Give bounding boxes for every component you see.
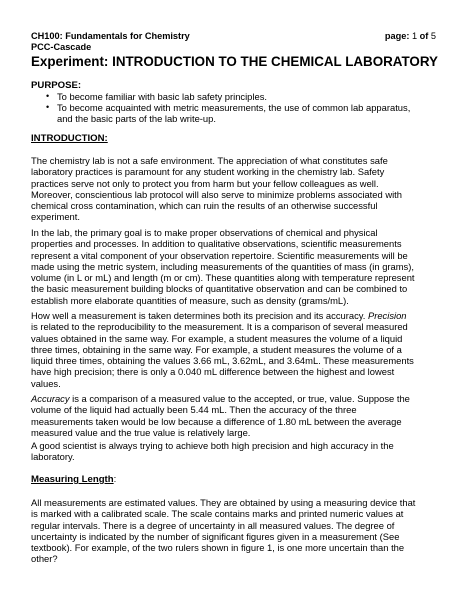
bullet-line: and the basic parts of the lab write-up.	[57, 113, 216, 125]
bullet-dot: •	[46, 91, 50, 101]
bullet-line: To become acquainted with metric measurements, the use of common lab apparatus,	[57, 102, 411, 113]
course-name: CH100: Fundamentals for Chemistry	[31, 31, 190, 41]
intro-paragraph-3: How well a measurement is taken determines both its precision and its accuracy. Precision is related to the reproducibility to the measurement. It is a comparison of several measured values obtained in the same way. For example, a student measures the volume of a liquid three times, obtaining in the same way. For example, a student measures the volume of a liquid three times, obtaining the values 3.66 mL, 3.62mL, and 3.64mL. These measurements have high precision; there is only a 0.040 mL difference between the highest and lowest values.	[31, 310, 414, 389]
intro-paragraph-4: Accuracy is a comparison of a measured value to the accepted, or true, value. Suppose the volume of the liquid had actually been 5.44 mL. Then the accuracy of the three measurements taken would be low because a difference of 1.80 mL between the average measured value and the true value is relatively large.	[31, 393, 410, 438]
purpose-bullet	[57, 102, 447, 125]
measuring-length-heading: Measuring Length:	[31, 474, 117, 485]
accuracy-term: Accuracy	[31, 393, 70, 404]
bullet-line: To become familiar with basic lab safety principles.	[57, 91, 267, 102]
page-header-left	[31, 31, 190, 53]
purpose-heading: PURPOSE:	[31, 80, 82, 91]
intro-paragraph-2: In the lab, the primary goal is to make proper observations of chemical and physical properties and processes. In addition to qualitative observations, scientific measurements represent a vital component of your observation repertoire. Scientific measurements will be made using the metric system, including measurements of the quantities of mass (in grams), volume (in L or mL) and length (m or cm). These quantities along with temperature represent the basic measurement building blocks of quantitative observation and can be combined to establish more elaborate quantities of measure, such as density (grams/mL).	[31, 227, 415, 306]
bullet-dot: •	[46, 102, 50, 112]
school-name: PCC-Cascade	[31, 42, 92, 52]
document-title: Experiment: INTRODUCTION TO THE CHEMICAL LABORATORY	[31, 54, 438, 69]
measuring-paragraph-1: All measurements are estimated values. They are obtained by using a measuring device that is marked with a calibrated scale. The scale contains marks and printed numeric values at regular intervals. There is a degree of uncertainty in all measured values. The degree of uncertainty is indicated by the number of significant figures given in a measurement (See textbook). For example, of the two rulers shown in figure 1, is one more uncertain than the other?	[31, 497, 416, 565]
purpose-bullet	[57, 91, 447, 102]
precision-term: Precision	[367, 310, 407, 321]
introduction-heading: INTRODUCTION:	[31, 133, 108, 144]
page-number	[385, 31, 436, 42]
page-total: 5	[430, 31, 436, 41]
intro-paragraph-5: A good scientist is always trying to achieve both high precision and high accuracy in the laboratory.	[31, 440, 394, 463]
page-current: 1	[411, 31, 418, 41]
page-of-label: of	[419, 31, 429, 41]
intro-paragraph-1: The chemistry lab is not a safe environment. The appreciation of what constitutes safe laboratory practices is paramount for any student working in the chemistry lab. Safety practices serve not only to protect you from harm but your fellow colleagues as well. Moreover, conscientious lab protocol will also serve to minimize problems associated with chemical cross contamination, which can ruin the results of an otherwise successful experiment.	[31, 155, 402, 223]
page-label: page:	[384, 31, 410, 41]
